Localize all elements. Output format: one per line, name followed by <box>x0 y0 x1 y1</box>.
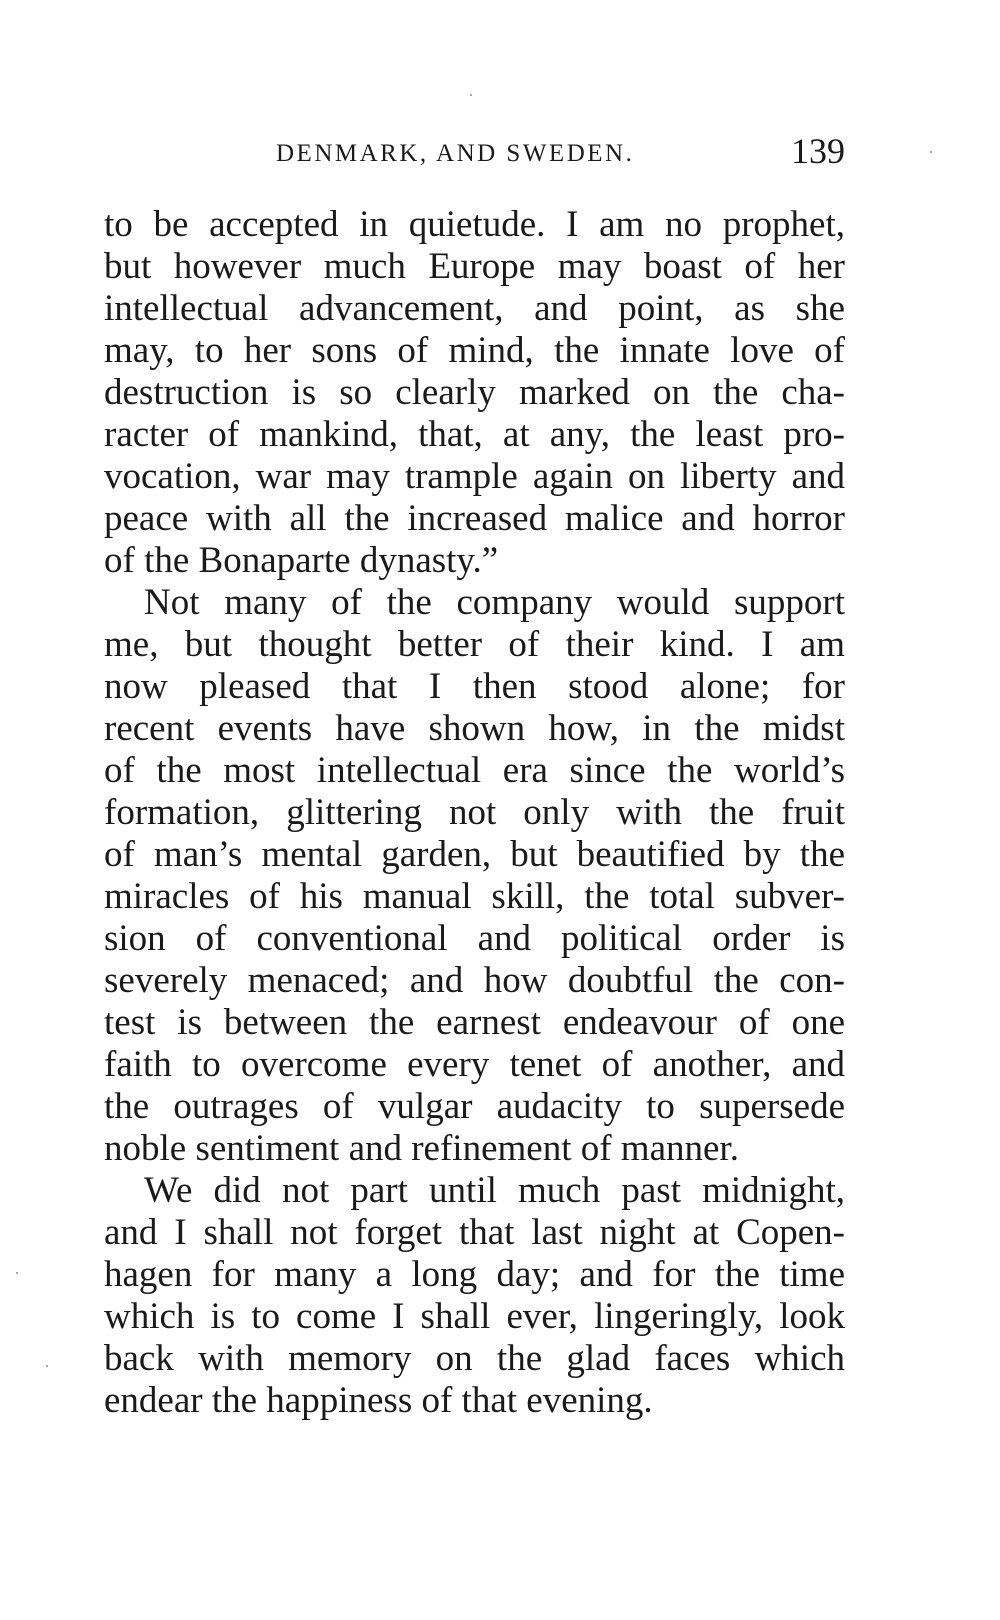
page-speck <box>16 1272 18 1274</box>
text-line: miracles of his manual skill, the total subver- <box>104 876 845 917</box>
text-line: the outrages of vulgar audacity to supersede <box>104 1086 845 1127</box>
text-line: We did not part until much past midnight, <box>144 1170 845 1211</box>
text-line: test is between the earnest endeavour of one <box>104 1002 845 1043</box>
text-line: me, but thought better of their kind. I am <box>104 624 845 665</box>
text-line: racter of mankind, that, at any, the least pro- <box>104 414 845 455</box>
text-line: of man’s mental garden, but beautified by the <box>104 834 845 875</box>
text-line: peace with all the increased malice and horror <box>104 498 845 539</box>
text-line: but however much Europe may boast of her <box>104 246 845 287</box>
text-line: vocation, war may trample again on liberty and <box>104 456 845 497</box>
text-line: intellectual advancement, and point, as she <box>104 288 845 329</box>
running-title: DENMARK, AND SWEDEN. <box>276 140 635 167</box>
text-line: sion of conventional and political order is <box>104 918 845 959</box>
text-line: now pleased that I then stood alone; for <box>104 666 845 707</box>
text-line: recent events have shown how, in the midst <box>104 708 845 749</box>
text-line: may, to her sons of mind, the innate love of <box>104 330 845 371</box>
text-line: destruction is so clearly marked on the cha- <box>104 372 845 413</box>
text-line: formation, glittering not only with the fruit <box>104 792 845 833</box>
text-line: which is to come I shall ever, lingeringly, look <box>104 1296 845 1337</box>
text-line: faith to overcome every tenet of another, and <box>104 1044 845 1085</box>
page-speck <box>470 94 472 96</box>
text-line: back with memory on the glad faces which <box>104 1338 845 1379</box>
body-text <box>104 204 845 1422</box>
text-line: and I shall not forget that last night at Copen- <box>104 1212 845 1253</box>
running-head <box>104 131 845 184</box>
text-line: severely menaced; and how doubtful the con- <box>104 960 845 1001</box>
page-speck <box>46 1365 48 1367</box>
text-line: of the most intellectual era since the world’s <box>104 750 845 791</box>
page-number: 139 <box>791 131 845 171</box>
text-line: hagen for many a long day; and for the time <box>104 1254 845 1295</box>
text-line: to be accepted in quietude. I am no prophet, <box>104 204 845 245</box>
text-line: noble sentiment and refinement of manner. <box>104 1128 739 1169</box>
page-speck <box>930 151 932 153</box>
text-line: endear the happiness of that evening. <box>104 1380 653 1421</box>
text-line: of the Bonaparte dynasty.” <box>104 540 499 581</box>
text-line: Not many of the company would support <box>144 582 845 623</box>
